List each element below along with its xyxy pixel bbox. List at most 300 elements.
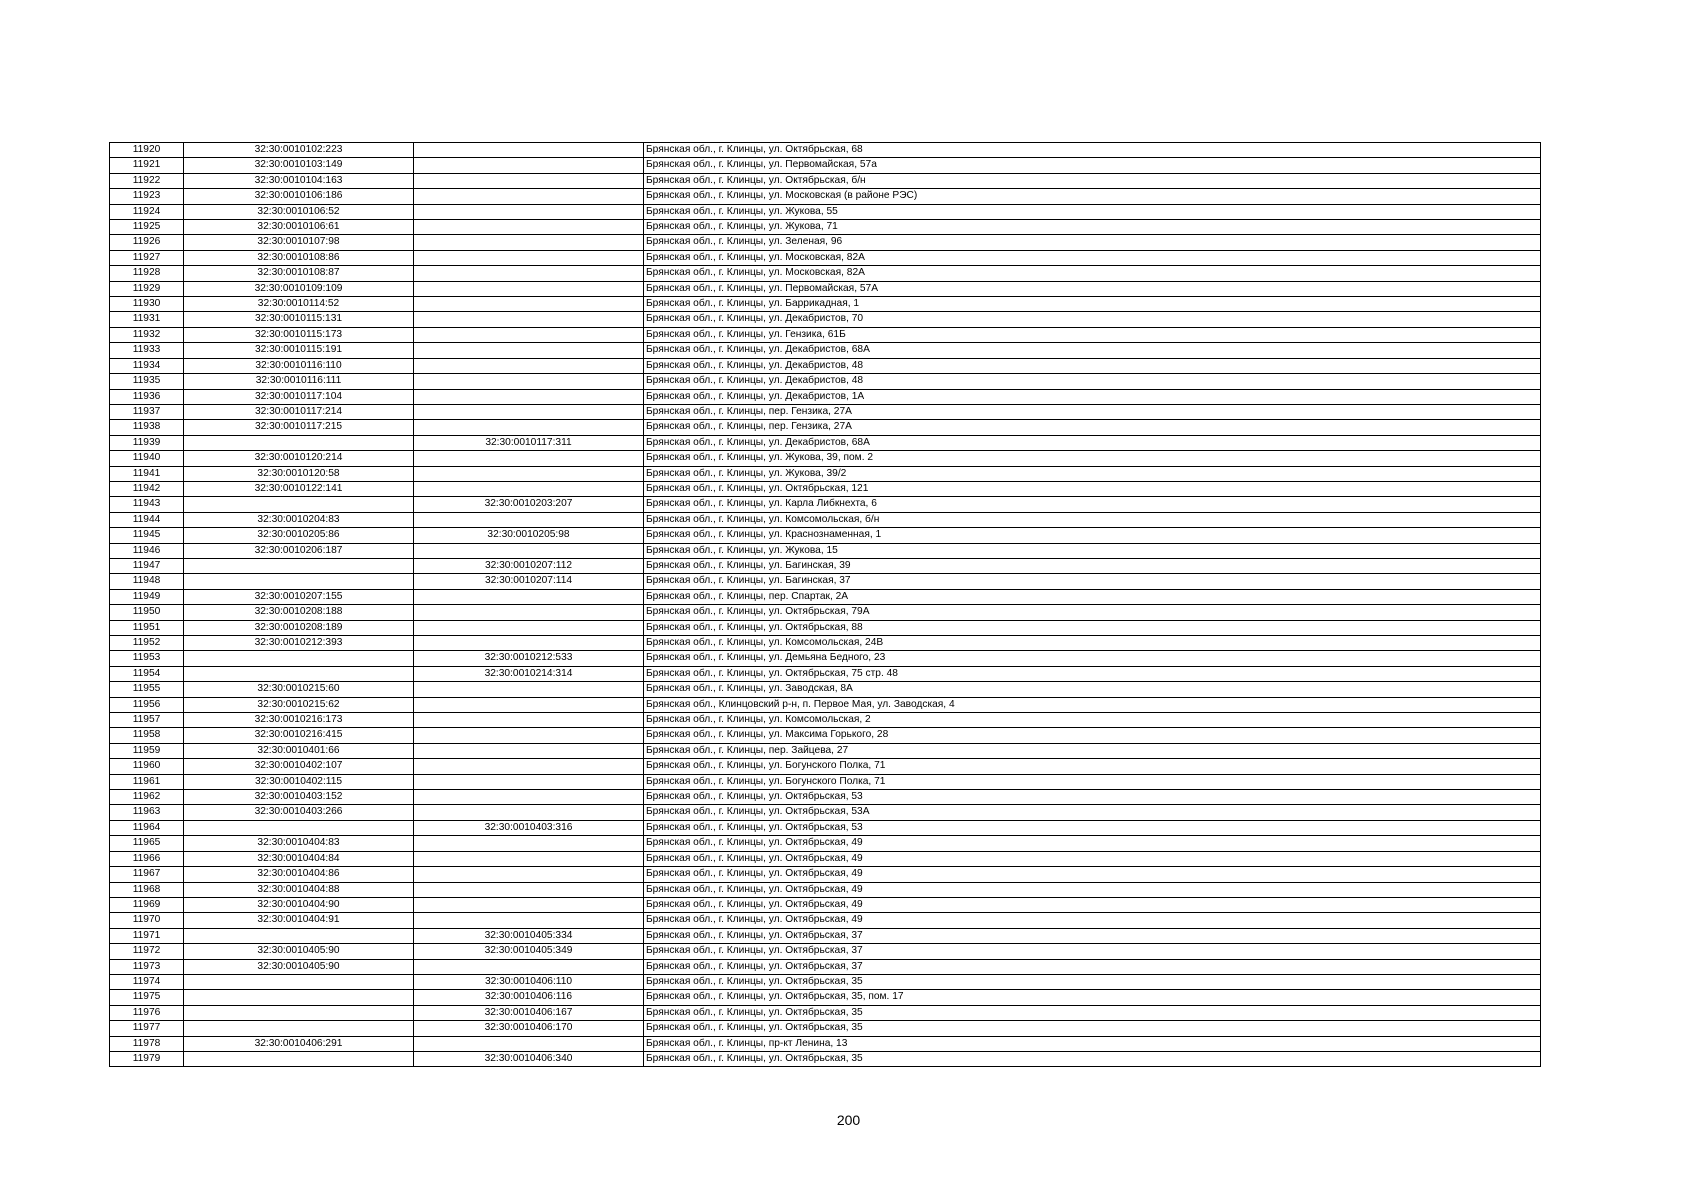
cadastral-number-cell: 32:30:0010104:163: [184, 173, 414, 188]
row-number-cell: 11936: [110, 389, 184, 404]
row-number-cell: 11937: [110, 404, 184, 419]
cadastral-number-cell: 32:30:0010402:115: [184, 774, 414, 789]
row-number-cell: 11942: [110, 481, 184, 496]
related-cadastral-number-cell: [414, 204, 644, 219]
related-cadastral-number-cell: 32:30:0010405:349: [414, 944, 644, 959]
table-row: [110, 158, 1541, 173]
table-row: [110, 543, 1541, 558]
related-cadastral-number-cell: [414, 697, 644, 712]
related-cadastral-number-cell: [414, 297, 644, 312]
related-cadastral-number-cell: 32:30:0010212:533: [414, 651, 644, 666]
address-cell: Брянская обл., г. Клинцы, ул. Октябрьская, 35, пом. 17: [644, 990, 1541, 1005]
address-cell: Брянская обл., г. Клинцы, ул. Краснознаменная, 1: [644, 528, 1541, 543]
cadastral-number-cell: 32:30:0010215:60: [184, 682, 414, 697]
address-cell: Брянская обл., г. Клинцы, ул. Зеленая, 96: [644, 235, 1541, 250]
table-row: [110, 1005, 1541, 1020]
cadastral-number-cell: 32:30:0010404:90: [184, 897, 414, 912]
address-cell: Брянская обл., г. Клинцы, ул. Октябрьская, 37: [644, 928, 1541, 943]
row-number-cell: 11961: [110, 774, 184, 789]
cadastral-number-cell: [184, 651, 414, 666]
related-cadastral-number-cell: [414, 589, 644, 604]
cadastral-number-cell: 32:30:0010403:266: [184, 805, 414, 820]
table-row: [110, 851, 1541, 866]
table-row: [110, 235, 1541, 250]
row-number-cell: 11976: [110, 1005, 184, 1020]
cadastral-number-cell: 32:30:0010107:98: [184, 235, 414, 250]
table-row: [110, 990, 1541, 1005]
cadastral-number-cell: 32:30:0010208:189: [184, 620, 414, 635]
row-number-cell: 11923: [110, 189, 184, 204]
cadastral-number-cell: 32:30:0010402:107: [184, 759, 414, 774]
row-number-cell: 11927: [110, 250, 184, 265]
table-row: [110, 250, 1541, 265]
row-number-cell: 11978: [110, 1036, 184, 1051]
address-cell: Брянская обл., г. Клинцы, ул. Багинская, 39: [644, 558, 1541, 573]
table-row: [110, 451, 1541, 466]
related-cadastral-number-cell: [414, 189, 644, 204]
cadastral-number-cell: [184, 1051, 414, 1066]
related-cadastral-number-cell: 32:30:0010207:114: [414, 574, 644, 589]
address-cell: Брянская обл., г. Клинцы, пер. Спартак, 2А: [644, 589, 1541, 604]
address-cell: Брянская обл., г. Клинцы, ул. Октябрьская, 68: [644, 143, 1541, 158]
property-table-body: [110, 143, 1541, 1067]
address-cell: Брянская обл., г. Клинцы, пер. Зайцева, 27: [644, 743, 1541, 758]
cadastral-number-cell: 32:30:0010212:393: [184, 636, 414, 651]
table-row: [110, 959, 1541, 974]
table-row: [110, 374, 1541, 389]
table-row: [110, 974, 1541, 989]
address-cell: Брянская обл., г. Клинцы, пр-кт Ленина, 13: [644, 1036, 1541, 1051]
table-row: [110, 1021, 1541, 1036]
related-cadastral-number-cell: [414, 512, 644, 527]
related-cadastral-number-cell: [414, 713, 644, 728]
cadastral-number-cell: 32:30:0010404:86: [184, 867, 414, 882]
address-cell: Брянская обл., г. Клинцы, ул. Октябрьская, 88: [644, 620, 1541, 635]
cadastral-number-cell: [184, 666, 414, 681]
row-number-cell: 11962: [110, 790, 184, 805]
row-number-cell: 11924: [110, 204, 184, 219]
cadastral-number-cell: 32:30:0010404:84: [184, 851, 414, 866]
related-cadastral-number-cell: [414, 343, 644, 358]
address-cell: Брянская обл., г. Клинцы, ул. Комсомольская, 24В: [644, 636, 1541, 651]
table-row: [110, 867, 1541, 882]
cadastral-number-cell: 32:30:0010216:415: [184, 728, 414, 743]
table-row: [110, 497, 1541, 512]
row-number-cell: 11938: [110, 420, 184, 435]
address-cell: Брянская обл., г. Клинцы, ул. Октябрьская, 35: [644, 1021, 1541, 1036]
table-row: [110, 944, 1541, 959]
related-cadastral-number-cell: 32:30:0010403:316: [414, 820, 644, 835]
table-row: [110, 836, 1541, 851]
table-row: [110, 420, 1541, 435]
row-number-cell: 11952: [110, 636, 184, 651]
row-number-cell: 11934: [110, 358, 184, 373]
table-row: [110, 713, 1541, 728]
table-row: [110, 512, 1541, 527]
property-table: [109, 142, 1541, 1067]
address-cell: Брянская обл., г. Клинцы, ул. Московская, 82А: [644, 266, 1541, 281]
address-cell: Брянская обл., г. Клинцы, ул. Октябрьская, 121: [644, 481, 1541, 496]
cadastral-number-cell: 32:30:0010404:91: [184, 913, 414, 928]
address-cell: Брянская обл., г. Клинцы, ул. Октябрьская, б/н: [644, 173, 1541, 188]
address-cell: Брянская обл., г. Клинцы, ул. Октябрьская, 35: [644, 1051, 1541, 1066]
table-row: [110, 620, 1541, 635]
row-number-cell: 11948: [110, 574, 184, 589]
cadastral-number-cell: 32:30:0010401:66: [184, 743, 414, 758]
related-cadastral-number-cell: [414, 420, 644, 435]
table-row: [110, 358, 1541, 373]
row-number-cell: 11953: [110, 651, 184, 666]
row-number-cell: 11960: [110, 759, 184, 774]
address-cell: Брянская обл., г. Клинцы, ул. Демьяна Бедного, 23: [644, 651, 1541, 666]
related-cadastral-number-cell: [414, 636, 644, 651]
table-row: [110, 697, 1541, 712]
related-cadastral-number-cell: [414, 158, 644, 173]
row-number-cell: 11970: [110, 913, 184, 928]
related-cadastral-number-cell: 32:30:0010117:311: [414, 435, 644, 450]
address-cell: Брянская обл., г. Клинцы, ул. Октябрьская, 75 стр. 48: [644, 666, 1541, 681]
table-row: [110, 682, 1541, 697]
cadastral-number-cell: 32:30:0010103:149: [184, 158, 414, 173]
row-number-cell: 11935: [110, 374, 184, 389]
related-cadastral-number-cell: [414, 404, 644, 419]
row-number-cell: 11958: [110, 728, 184, 743]
cadastral-number-cell: 32:30:0010406:291: [184, 1036, 414, 1051]
related-cadastral-number-cell: 32:30:0010203:207: [414, 497, 644, 512]
related-cadastral-number-cell: [414, 959, 644, 974]
cadastral-number-cell: [184, 1005, 414, 1020]
address-cell: Брянская обл., г. Клинцы, ул. Декабристов, 70: [644, 312, 1541, 327]
cadastral-number-cell: 32:30:0010106:52: [184, 204, 414, 219]
address-cell: Брянская обл., г. Клинцы, ул. Багинская, 37: [644, 574, 1541, 589]
related-cadastral-number-cell: 32:30:0010406:340: [414, 1051, 644, 1066]
table-row: [110, 204, 1541, 219]
address-cell: Брянская обл., г. Клинцы, ул. Богунского Полка, 71: [644, 759, 1541, 774]
address-cell: Брянская обл., г. Клинцы, ул. Баррикадная, 1: [644, 297, 1541, 312]
row-number-cell: 11967: [110, 867, 184, 882]
cadastral-number-cell: [184, 974, 414, 989]
related-cadastral-number-cell: [414, 312, 644, 327]
cadastral-number-cell: 32:30:0010207:155: [184, 589, 414, 604]
row-number-cell: 11965: [110, 836, 184, 851]
related-cadastral-number-cell: 32:30:0010405:334: [414, 928, 644, 943]
cadastral-number-cell: 32:30:0010108:86: [184, 250, 414, 265]
table-row: [110, 743, 1541, 758]
related-cadastral-number-cell: [414, 543, 644, 558]
row-number-cell: 11956: [110, 697, 184, 712]
related-cadastral-number-cell: [414, 266, 644, 281]
address-cell: Брянская обл., г. Клинцы, ул. Жукова, 71: [644, 220, 1541, 235]
cadastral-number-cell: [184, 558, 414, 573]
related-cadastral-number-cell: [414, 728, 644, 743]
cadastral-number-cell: [184, 928, 414, 943]
table-row: [110, 143, 1541, 158]
page-number: 200: [836, 1112, 861, 1128]
row-number-cell: 11951: [110, 620, 184, 635]
related-cadastral-number-cell: [414, 882, 644, 897]
row-number-cell: 11972: [110, 944, 184, 959]
cadastral-number-cell: 32:30:0010108:87: [184, 266, 414, 281]
related-cadastral-number-cell: [414, 466, 644, 481]
related-cadastral-number-cell: [414, 220, 644, 235]
table-row: [110, 281, 1541, 296]
related-cadastral-number-cell: [414, 790, 644, 805]
related-cadastral-number-cell: [414, 605, 644, 620]
cadastral-number-cell: 32:30:0010404:88: [184, 882, 414, 897]
cadastral-number-cell: 32:30:0010106:61: [184, 220, 414, 235]
row-number-cell: 11977: [110, 1021, 184, 1036]
row-number-cell: 11926: [110, 235, 184, 250]
address-cell: Брянская обл., г. Клинцы, ул. Октябрьская, 35: [644, 974, 1541, 989]
address-cell: Брянская обл., Клинцовский р-н, п. Первое Мая, ул. Заводская, 4: [644, 697, 1541, 712]
cadastral-number-cell: 32:30:0010404:83: [184, 836, 414, 851]
related-cadastral-number-cell: [414, 805, 644, 820]
table-row: [110, 220, 1541, 235]
related-cadastral-number-cell: [414, 774, 644, 789]
address-cell: Брянская обл., г. Клинцы, ул. Октябрьская, 53А: [644, 805, 1541, 820]
table-row: [110, 327, 1541, 342]
table-row: [110, 882, 1541, 897]
address-cell: Брянская обл., г. Клинцы, ул. Первомайская, 57А: [644, 281, 1541, 296]
related-cadastral-number-cell: [414, 913, 644, 928]
table-row: [110, 805, 1541, 820]
address-cell: Брянская обл., г. Клинцы, ул. Декабристов, 48: [644, 374, 1541, 389]
cadastral-number-cell: 32:30:0010115:173: [184, 327, 414, 342]
cadastral-number-cell: 32:30:0010403:152: [184, 790, 414, 805]
related-cadastral-number-cell: [414, 451, 644, 466]
row-number-cell: 11930: [110, 297, 184, 312]
address-cell: Брянская обл., г. Клинцы, ул. Октябрьская, 35: [644, 1005, 1541, 1020]
table-row: [110, 759, 1541, 774]
row-number-cell: 11922: [110, 173, 184, 188]
table-row: [110, 481, 1541, 496]
row-number-cell: 11931: [110, 312, 184, 327]
table-row: [110, 1051, 1541, 1066]
address-cell: Брянская обл., г. Клинцы, ул. Комсомольская, 2: [644, 713, 1541, 728]
row-number-cell: 11943: [110, 497, 184, 512]
address-cell: Брянская обл., г. Клинцы, ул. Богунского Полка, 71: [644, 774, 1541, 789]
address-cell: Брянская обл., г. Клинцы, ул. Московская (в районе РЭС): [644, 189, 1541, 204]
table-row: [110, 651, 1541, 666]
cadastral-number-cell: [184, 574, 414, 589]
row-number-cell: 11974: [110, 974, 184, 989]
address-cell: Брянская обл., г. Клинцы, ул. Карла Либкнехта, 6: [644, 497, 1541, 512]
table-row: [110, 173, 1541, 188]
related-cadastral-number-cell: [414, 389, 644, 404]
table-row: [110, 1036, 1541, 1051]
row-number-cell: 11968: [110, 882, 184, 897]
row-number-cell: 11947: [110, 558, 184, 573]
row-number-cell: 11969: [110, 897, 184, 912]
cadastral-number-cell: 32:30:0010114:52: [184, 297, 414, 312]
cadastral-number-cell: 32:30:0010117:215: [184, 420, 414, 435]
row-number-cell: 11920: [110, 143, 184, 158]
cadastral-number-cell: [184, 435, 414, 450]
related-cadastral-number-cell: [414, 250, 644, 265]
table-row: [110, 297, 1541, 312]
related-cadastral-number-cell: [414, 1036, 644, 1051]
address-cell: Брянская обл., г. Клинцы, ул. Октябрьская, 49: [644, 836, 1541, 851]
cadastral-number-cell: 32:30:0010208:188: [184, 605, 414, 620]
row-number-cell: 11944: [110, 512, 184, 527]
cadastral-number-cell: 32:30:0010405:90: [184, 944, 414, 959]
related-cadastral-number-cell: 32:30:0010406:167: [414, 1005, 644, 1020]
related-cadastral-number-cell: [414, 327, 644, 342]
row-number-cell: 11957: [110, 713, 184, 728]
row-number-cell: 11954: [110, 666, 184, 681]
row-number-cell: 11975: [110, 990, 184, 1005]
related-cadastral-number-cell: [414, 620, 644, 635]
row-number-cell: 11941: [110, 466, 184, 481]
address-cell: Брянская обл., г. Клинцы, ул. Жукова, 55: [644, 204, 1541, 219]
related-cadastral-number-cell: [414, 374, 644, 389]
row-number-cell: 11963: [110, 805, 184, 820]
cadastral-number-cell: 32:30:0010122:141: [184, 481, 414, 496]
cadastral-number-cell: 32:30:0010116:111: [184, 374, 414, 389]
related-cadastral-number-cell: [414, 358, 644, 373]
table-row: [110, 790, 1541, 805]
cadastral-number-cell: 32:30:0010206:187: [184, 543, 414, 558]
table-row: [110, 636, 1541, 651]
address-cell: Брянская обл., г. Клинцы, ул. Декабристов, 48: [644, 358, 1541, 373]
cadastral-number-cell: 32:30:0010117:104: [184, 389, 414, 404]
table-row: [110, 343, 1541, 358]
related-cadastral-number-cell: [414, 851, 644, 866]
row-number-cell: 11966: [110, 851, 184, 866]
table-row: [110, 574, 1541, 589]
cadastral-number-cell: 32:30:0010102:223: [184, 143, 414, 158]
cadastral-number-cell: 32:30:0010216:173: [184, 713, 414, 728]
address-cell: Брянская обл., г. Клинцы, ул. Октябрьская, 49: [644, 882, 1541, 897]
cadastral-number-cell: 32:30:0010204:83: [184, 512, 414, 527]
table-row: [110, 266, 1541, 281]
table-row: [110, 389, 1541, 404]
row-number-cell: 11939: [110, 435, 184, 450]
table-row: [110, 666, 1541, 681]
row-number-cell: 11925: [110, 220, 184, 235]
cadastral-number-cell: [184, 1021, 414, 1036]
address-cell: Брянская обл., г. Клинцы, ул. Октябрьская, 53: [644, 820, 1541, 835]
related-cadastral-number-cell: 32:30:0010406:110: [414, 974, 644, 989]
related-cadastral-number-cell: 32:30:0010214:314: [414, 666, 644, 681]
row-number-cell: 11933: [110, 343, 184, 358]
address-cell: Брянская обл., г. Клинцы, ул. Октябрьская, 49: [644, 897, 1541, 912]
table-row: [110, 435, 1541, 450]
cadastral-number-cell: 32:30:0010120:214: [184, 451, 414, 466]
related-cadastral-number-cell: [414, 743, 644, 758]
table-row: [110, 928, 1541, 943]
address-cell: Брянская обл., г. Клинцы, ул. Декабристов, 1А: [644, 389, 1541, 404]
table-row: [110, 558, 1541, 573]
cadastral-number-cell: [184, 990, 414, 1005]
address-cell: Брянская обл., г. Клинцы, ул. Октябрьская, 79А: [644, 605, 1541, 620]
table-row: [110, 589, 1541, 604]
row-number-cell: 11928: [110, 266, 184, 281]
row-number-cell: 11959: [110, 743, 184, 758]
cadastral-number-cell: 32:30:0010115:131: [184, 312, 414, 327]
address-cell: Брянская обл., г. Клинцы, ул. Декабристов, 68А: [644, 435, 1541, 450]
related-cadastral-number-cell: [414, 481, 644, 496]
table-row: [110, 404, 1541, 419]
related-cadastral-number-cell: 32:30:0010207:112: [414, 558, 644, 573]
row-number-cell: 11955: [110, 682, 184, 697]
address-cell: Брянская обл., г. Клинцы, ул. Октябрьская, 49: [644, 851, 1541, 866]
row-number-cell: 11950: [110, 605, 184, 620]
related-cadastral-number-cell: [414, 173, 644, 188]
address-cell: Брянская обл., г. Клинцы, ул. Декабристов, 68А: [644, 343, 1541, 358]
table-row: [110, 466, 1541, 481]
table-row: [110, 897, 1541, 912]
table-row: [110, 820, 1541, 835]
address-cell: Брянская обл., г. Клинцы, пер. Гензика, 27А: [644, 404, 1541, 419]
row-number-cell: 11973: [110, 959, 184, 974]
address-cell: Брянская обл., г. Клинцы, ул. Гензика, 61Б: [644, 327, 1541, 342]
row-number-cell: 11932: [110, 327, 184, 342]
address-cell: Брянская обл., г. Клинцы, ул. Октябрьская, 49: [644, 867, 1541, 882]
row-number-cell: 11979: [110, 1051, 184, 1066]
address-cell: Брянская обл., г. Клинцы, ул. Заводская, 8А: [644, 682, 1541, 697]
address-cell: Брянская обл., г. Клинцы, ул. Октябрьская, 37: [644, 959, 1541, 974]
table-row: [110, 728, 1541, 743]
address-cell: Брянская обл., г. Клинцы, ул. Комсомольская, б/н: [644, 512, 1541, 527]
address-cell: Брянская обл., г. Клинцы, ул. Октябрьская, 53: [644, 790, 1541, 805]
table-row: [110, 605, 1541, 620]
cadastral-number-cell: 32:30:0010215:62: [184, 697, 414, 712]
cadastral-number-cell: 32:30:0010109:109: [184, 281, 414, 296]
cadastral-number-cell: 32:30:0010405:90: [184, 959, 414, 974]
related-cadastral-number-cell: [414, 836, 644, 851]
address-cell: Брянская обл., г. Клинцы, ул. Жукова, 39, пом. 2: [644, 451, 1541, 466]
row-number-cell: 11946: [110, 543, 184, 558]
row-number-cell: 11921: [110, 158, 184, 173]
address-cell: Брянская обл., г. Клинцы, ул. Московская, 82А: [644, 250, 1541, 265]
row-number-cell: 11949: [110, 589, 184, 604]
cadastral-number-cell: 32:30:0010106:186: [184, 189, 414, 204]
table-row: [110, 774, 1541, 789]
related-cadastral-number-cell: 32:30:0010205:98: [414, 528, 644, 543]
row-number-cell: 11945: [110, 528, 184, 543]
row-number-cell: 11964: [110, 820, 184, 835]
cadastral-number-cell: [184, 497, 414, 512]
table-row: [110, 913, 1541, 928]
row-number-cell: 11940: [110, 451, 184, 466]
related-cadastral-number-cell: 32:30:0010406:170: [414, 1021, 644, 1036]
cadastral-number-cell: 32:30:0010205:86: [184, 528, 414, 543]
row-number-cell: 11929: [110, 281, 184, 296]
related-cadastral-number-cell: [414, 759, 644, 774]
address-cell: Брянская обл., г. Клинцы, ул. Жукова, 15: [644, 543, 1541, 558]
table-row: [110, 312, 1541, 327]
related-cadastral-number-cell: [414, 143, 644, 158]
address-cell: Брянская обл., г. Клинцы, пер. Гензика, 27А: [644, 420, 1541, 435]
row-number-cell: 11971: [110, 928, 184, 943]
address-cell: Брянская обл., г. Клинцы, ул. Первомайская, 57а: [644, 158, 1541, 173]
cadastral-number-cell: 32:30:0010120:58: [184, 466, 414, 481]
related-cadastral-number-cell: [414, 281, 644, 296]
cadastral-number-cell: [184, 820, 414, 835]
related-cadastral-number-cell: [414, 682, 644, 697]
cadastral-number-cell: 32:30:0010117:214: [184, 404, 414, 419]
address-cell: Брянская обл., г. Клинцы, ул. Максима Горького, 28: [644, 728, 1541, 743]
cadastral-number-cell: 32:30:0010116:110: [184, 358, 414, 373]
address-cell: Брянская обл., г. Клинцы, ул. Жукова, 39/2: [644, 466, 1541, 481]
table-row: [110, 528, 1541, 543]
related-cadastral-number-cell: [414, 235, 644, 250]
related-cadastral-number-cell: [414, 897, 644, 912]
cadastral-number-cell: 32:30:0010115:191: [184, 343, 414, 358]
related-cadastral-number-cell: 32:30:0010406:116: [414, 990, 644, 1005]
address-cell: Брянская обл., г. Клинцы, ул. Октябрьская, 49: [644, 913, 1541, 928]
